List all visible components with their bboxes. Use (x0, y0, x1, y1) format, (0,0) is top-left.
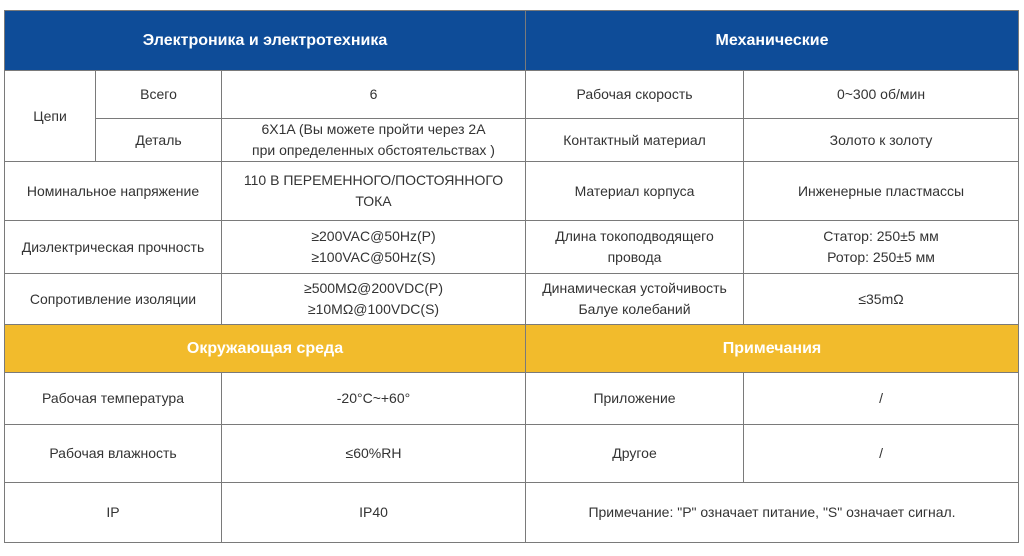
spec-table (4, 10, 1019, 543)
contact-label: Контактный материал (526, 119, 744, 162)
humidity-label: Рабочая влажность (5, 425, 222, 483)
application-value: / (744, 373, 1019, 425)
ip-value: IP40 (222, 483, 526, 543)
table-row (5, 483, 1019, 543)
header-row-bottom (5, 325, 1019, 373)
temp-value: -20°C~+60° (222, 373, 526, 425)
voltage-value (222, 162, 526, 221)
dielectric-value-line-2: ≥100VAC@50Hz(S) (311, 249, 436, 265)
total-label: Всего (96, 71, 222, 119)
housing-label: Материал корпуса (526, 162, 744, 221)
circuits-label: Цепи (5, 71, 96, 162)
detail-value (222, 119, 526, 162)
speed-value: 0~300 об/мин (744, 71, 1019, 119)
dynamic-label-line-2: Балуе колебаний (578, 301, 691, 317)
lead-label (526, 221, 744, 274)
insulation-value (222, 274, 526, 325)
notes-header: Примечания (526, 325, 1019, 373)
voltage-value-line-2: ТОКА (355, 193, 392, 209)
lead-value (744, 221, 1019, 274)
insulation-label: Сопротивление изоляции (5, 274, 222, 325)
lead-value-line-1: Статор: 250±5 мм (823, 228, 939, 244)
table-row (5, 71, 1019, 119)
insulation-value-line-2: ≥10MΩ@100VDC(S) (307, 301, 440, 317)
insulation-value-line-1: ≥500MΩ@200VDC(P) (304, 280, 443, 296)
application-label: Приложение (526, 373, 744, 425)
table-row (5, 274, 1019, 325)
table-row (5, 221, 1019, 274)
dynamic-value: ≤35mΩ (744, 274, 1019, 325)
voltage-value-line-1: 110 В ПЕРЕМЕННОГО/ПОСТОЯННОГО (243, 172, 504, 188)
electronics-header: Электроника и электротехника (5, 11, 526, 71)
table-row (5, 119, 1019, 162)
temp-label: Рабочая температура (5, 373, 222, 425)
dielectric-label: Диэлектрическая прочность (5, 221, 222, 274)
dielectric-value (222, 221, 526, 274)
detail-value-line-1: 6X1A (Вы можете пройти через 2А (261, 121, 486, 137)
detail-value-line-2: при определенных обстоятельствах ) (252, 142, 495, 158)
contact-value: Золото к золоту (744, 119, 1019, 162)
dielectric-value-line-1: ≥200VAC@50Hz(P) (311, 228, 436, 244)
other-label: Другое (526, 425, 744, 483)
humidity-value: ≤60%RH (222, 425, 526, 483)
lead-label-line-1: Длина токоподводящего (555, 228, 714, 244)
dynamic-label-line-1: Динамическая устойчивость (542, 280, 727, 296)
housing-value: Инженерные пластмассы (744, 162, 1019, 221)
mechanical-header: Механические (526, 11, 1019, 71)
note-text: Примечание: "P" означает питание, "S" означает сигнал. (526, 483, 1019, 543)
table-row (5, 425, 1019, 483)
other-value: / (744, 425, 1019, 483)
table-row (5, 373, 1019, 425)
header-row-top (5, 11, 1019, 71)
lead-value-line-2: Ротор: 250±5 мм (827, 249, 935, 265)
total-value: 6 (222, 71, 526, 119)
lead-label-line-2: провода (607, 249, 662, 265)
dynamic-label (526, 274, 744, 325)
voltage-label: Номинальное напряжение (5, 162, 222, 221)
table-row (5, 162, 1019, 221)
ip-label: IP (5, 483, 222, 543)
environment-header: Окружающая среда (5, 325, 526, 373)
detail-label: Деталь (96, 119, 222, 162)
speed-label: Рабочая скорость (526, 71, 744, 119)
